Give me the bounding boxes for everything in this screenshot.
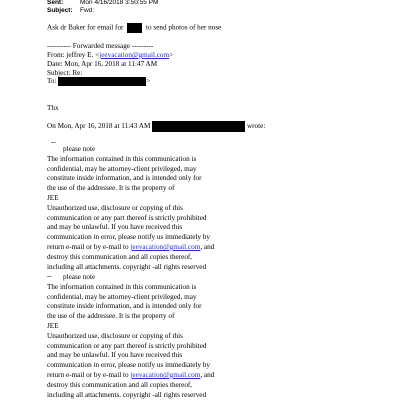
notice-email-line: [47, 371, 214, 381]
from-email-link[interactable]: jeevacation@gmail.com: [99, 51, 170, 59]
notice-line: constitute inside information, and is intended only for: [47, 174, 202, 183]
subject-label: Subject:: [47, 7, 73, 14]
wrote-line: [47, 121, 265, 132]
subject-row: [47, 7, 94, 15]
notice-line: Unauthorized use, disclosure or copying of this: [47, 331, 183, 340]
from-line: [47, 51, 173, 60]
notice-line: communication in error, please notify us immediately by: [47, 233, 210, 242]
sent-row: [47, 0, 158, 7]
notice-line: the use of the addressee. It is the property of: [47, 184, 175, 193]
notice-separator: --: [47, 272, 52, 281]
notice-line: return e-mail or by e-mail to: [47, 242, 129, 251]
notice-email-line: [47, 243, 214, 253]
to-line: [47, 77, 150, 86]
notice-email-link[interactable]: jeevacation@gmail.com: [130, 370, 201, 379]
sent-label: Sent:: [47, 0, 64, 6]
notice-line: confidential, may be attorney-client privileged, may: [47, 292, 197, 301]
notice-email-suffix: , and: [200, 370, 215, 379]
notice-block: [47, 273, 214, 400]
notice-line: communication or any part thereof is strictly prohibited: [47, 341, 207, 350]
wrote-prefix: On Mon, Apr 16, 2018 at 11:43 AM: [47, 122, 151, 131]
thx-text: Thx: [47, 104, 59, 112]
ask-line: [47, 23, 221, 33]
date-line: Date: Mon, Apr 16, 2018 at 11:47 AM: [47, 60, 158, 68]
notice-line: and may be unlawful. If you have received this: [47, 223, 183, 232]
notice-line: communication in error, please notify us immediately by: [47, 361, 210, 370]
to-end: >: [146, 77, 151, 86]
notice-line: JEE: [47, 321, 59, 330]
notice-email-suffix: , and: [200, 242, 215, 251]
redaction-box: [127, 23, 142, 33]
notice-line: The information contained in this communication is: [47, 282, 197, 291]
notice-block: [47, 145, 214, 282]
ask-prefix: Ask dr Baker for email for: [47, 23, 124, 32]
redaction-box: [58, 77, 146, 86]
notice-line: and may be unlawful. If you have received this: [47, 351, 183, 360]
notice-line: communication or any part thereof is strictly prohibited: [47, 213, 207, 222]
to-label: To:: [47, 77, 57, 86]
notice-line: including all attachments. copyright -all rights reserved: [47, 262, 207, 271]
ask-suffix: to send photos of her nose: [146, 23, 222, 32]
notice-line: including all attachments. copyright -all rights reserved: [47, 390, 207, 399]
notice-line: JEE: [47, 193, 59, 202]
notice-email-link[interactable]: jeevacation@gmail.com: [130, 242, 201, 251]
sent-value: Mon 4/16/2018 3:50:55 PM: [80, 0, 159, 6]
notice-line: The information contained in this communication is: [47, 154, 197, 163]
subject-line: Subject: Re:: [47, 69, 83, 77]
notice-line: destroy this communication and all copies thereof,: [47, 252, 193, 261]
notice-line: constitute inside information, and is intended only for: [47, 302, 202, 311]
notice-title: please note: [63, 273, 96, 281]
signature-dashes: --: [51, 138, 56, 146]
from-close: >: [169, 51, 174, 59]
subject-value: Fwd:: [80, 7, 95, 14]
forwarded-header: ---------- Forwarded message ---------: [47, 42, 154, 50]
notice-line: Unauthorized use, disclosure or copying of this: [47, 203, 183, 212]
notice-title: please note: [63, 145, 96, 153]
notice-line: confidential, may be attorney-client privileged, may: [47, 164, 197, 173]
from-text: From: jeffrey E. <: [47, 51, 100, 59]
notice-line: destroy this communication and all copies thereof,: [47, 380, 193, 389]
redaction-box: [152, 121, 245, 132]
notice-line: the use of the addressee. It is the property of: [47, 312, 175, 321]
wrote-suffix: wrote:: [246, 122, 266, 131]
notice-line: return e-mail or by e-mail to: [47, 370, 129, 379]
